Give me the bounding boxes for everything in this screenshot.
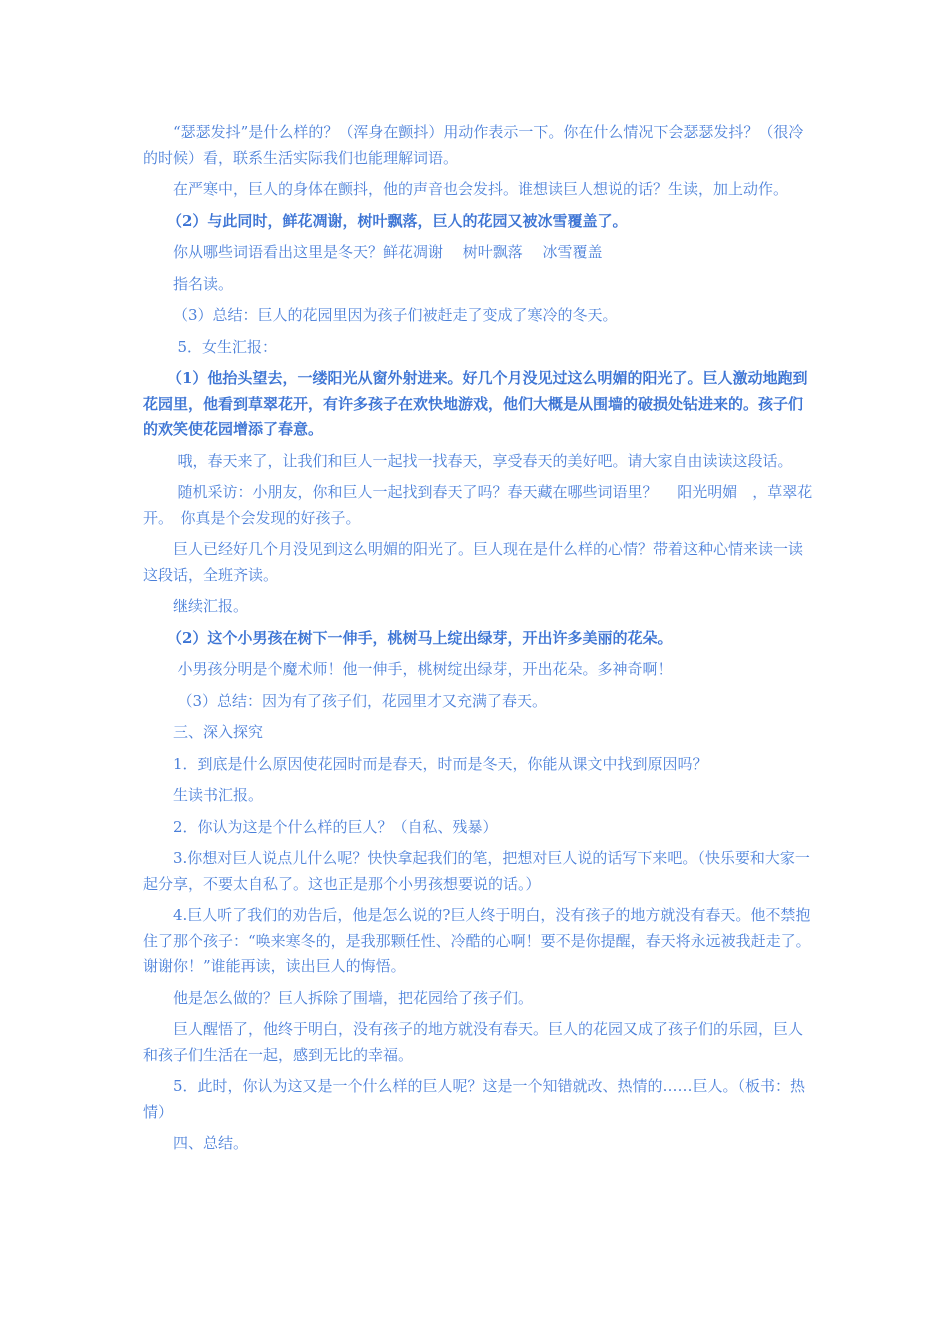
- paragraph: 小男孩分明是个魔术师！他一伸手，桃树绽出绿芽，开出花朵。多神奇啊！: [177, 660, 673, 678]
- paragraph: 4.巨人听了我们的劝告后，他是怎么说的?巨人终于明白，没有孩子的地方就没有春天。他不禁抱住了那个孩子：“唤来寒冬的，是我那颗任性、冷酷的心啊！要不是你提醒，春天将永远被我赶走了。谢谢你！”谁能再读，读出巨人的悔悟。: [143, 906, 811, 975]
- section-heading: 四、总结。: [173, 1134, 249, 1152]
- paragraph: 随机采访：小朋友，你和巨人一起找到春天了吗？春天藏在哪些词语里？ 阳光明媚 ，草翠花开。 你真是个会发现的好孩子。: [143, 483, 813, 527]
- paragraph: （3）总结：因为有了孩子们，花园里才又充满了春天。: [177, 691, 548, 710]
- paragraph: 继续汇报。: [173, 597, 249, 615]
- paragraph: 生读书汇报。: [173, 786, 264, 804]
- paragraph: 你从哪些词语看出这里是冬天？鲜花凋谢 树叶飘落 冰雪覆盖: [173, 243, 603, 261]
- paragraph: 他是怎么做的？巨人拆除了围墙，把花园给了孩子们。: [173, 988, 534, 1007]
- paragraph: 3.你想对巨人说点儿什么呢？快快拿起我们的笔，把想对巨人说的话写下来吧。（快乐要和大家一起分享，不要太自私了。这也正是那个小男孩想要说的话。）: [143, 849, 810, 893]
- paragraph: 5．此时，你认为这又是一个什么样的巨人呢？这是一个知错就改、热情的……巨人。（板书：热情）: [143, 1077, 806, 1121]
- paragraph: 巨人已经好几个月没见到这么明媚的阳光了。巨人现在是什么样的心情？带着这种心情来读一读这段话，全班齐读。: [143, 540, 804, 584]
- document-page: [143, 120, 813, 1163]
- paragraph: 2．你认为这是个什么样的巨人？（自私、残暴）: [173, 817, 498, 836]
- paragraph: “瑟瑟发抖”是什么样的？（浑身在颤抖）用动作表示一下。你在什么情况下会瑟瑟发抖？（很冷的时候）看，联系生活实际我们也能理解词语。: [143, 123, 804, 167]
- paragraph-bold: （1）他抬头望去，一缕阳光从窗外射进来。好几个月没见过这么明媚的阳光了。巨人激动地跑到花园里，他看到草翠花开，有许多孩子在欢快地游戏，他们大概是从围墙的破损处钻进来的。孩子们的欢笑使花园增添了春意。: [143, 369, 808, 438]
- paragraph: 1．到底是什么原因使花园时而是春天，时而是冬天，你能从课文中找到原因吗？: [173, 754, 708, 773]
- paragraph: 巨人醒悟了，他终于明白，没有孩子的地方就没有春天。巨人的花园又成了孩子们的乐园，巨人和孩子们生活在一起，感到无比的幸福。: [143, 1020, 804, 1064]
- paragraph-bold: （2）这个小男孩在树下一伸手，桃树马上绽出绿芽，开出许多美丽的花朵。: [167, 628, 673, 647]
- paragraph-bold: （2）与此同时，鲜花凋谢，树叶飘落，巨人的花园又被冰雪覆盖了。: [167, 211, 628, 230]
- paragraph: 在严寒中，巨人的身体在颤抖，他的声音也会发抖。谁想读巨人想说的话？生读，加上动作。: [173, 180, 789, 198]
- paragraph: （3）总结：巨人的花园里因为孩子们被赶走了变成了寒冷的冬天。: [173, 306, 618, 324]
- section-heading: 三、深入探究: [173, 723, 264, 741]
- paragraph: 哦，春天来了，让我们和巨人一起找一找春天，享受春天的美好吧。请大家自由读读这段话。: [177, 451, 793, 470]
- paragraph: 5．女生汇报：: [177, 337, 278, 356]
- paragraph: 指名读。: [173, 274, 234, 293]
